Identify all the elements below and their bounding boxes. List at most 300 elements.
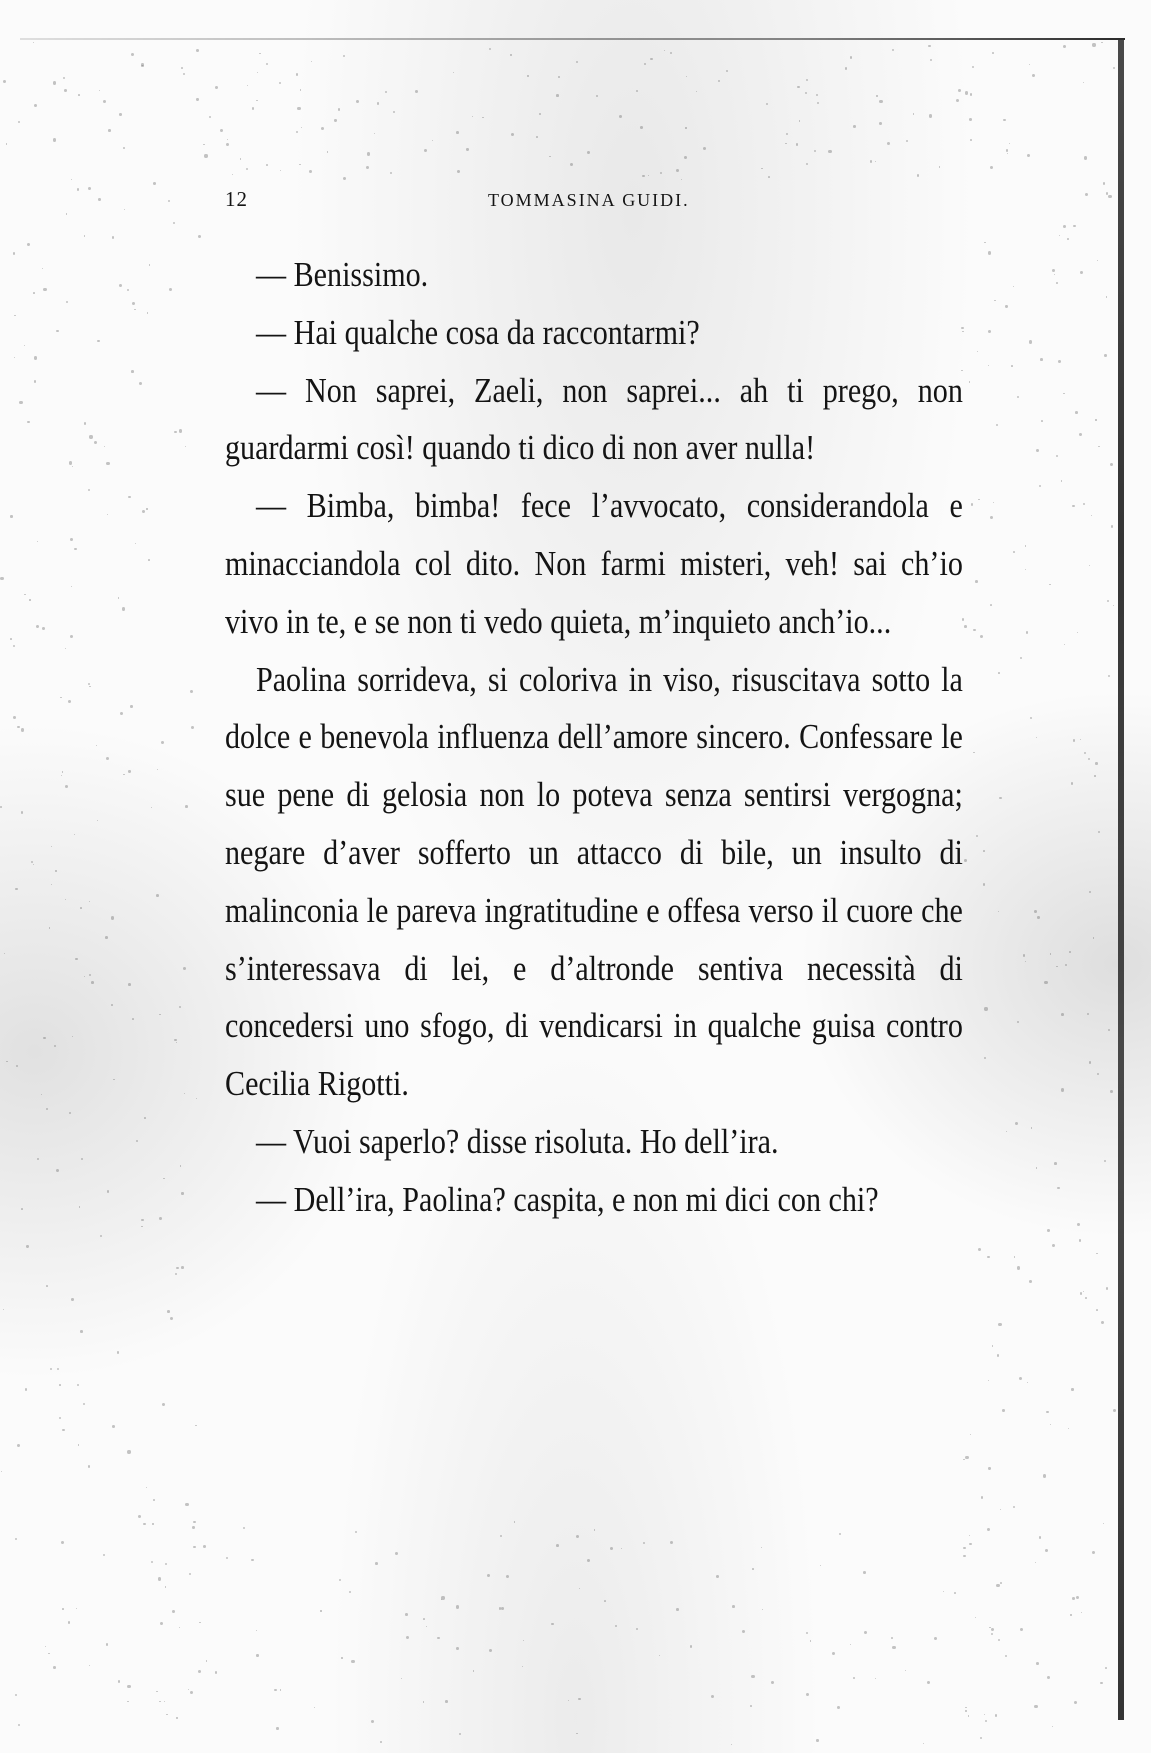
scan-speckle <box>732 1605 735 1608</box>
scan-speckle <box>523 1640 524 1641</box>
scan-speckle <box>65 648 66 649</box>
scan-speckle <box>71 1298 74 1301</box>
scan-speckle <box>578 1698 580 1700</box>
scan-speckle <box>103 1554 105 1556</box>
scan-speckle <box>71 586 73 588</box>
scan-speckle <box>1113 1409 1116 1412</box>
scan-speckle <box>1061 1013 1064 1016</box>
scan-speckle <box>371 1720 374 1723</box>
scan-speckle <box>132 1018 134 1020</box>
scan-speckle <box>179 1006 181 1008</box>
scan-speckle <box>80 907 82 909</box>
scan-speckle <box>1073 739 1075 741</box>
scan-speckle <box>1006 149 1008 151</box>
scan-speckle <box>94 441 97 444</box>
scan-speckle <box>998 1323 1001 1326</box>
scan-speckle <box>970 1434 971 1435</box>
scan-speckle <box>853 1677 855 1679</box>
scan-speckle <box>965 1707 966 1708</box>
scan-speckle <box>1045 1549 1048 1552</box>
scan-speckle <box>74 548 77 551</box>
scan-speckle <box>42 627 45 630</box>
scan-speckle <box>117 1351 120 1354</box>
scan-speckle <box>24 345 25 346</box>
scan-speckle <box>196 49 199 52</box>
scan-speckle <box>156 1691 158 1693</box>
scan-speckle <box>243 1527 245 1529</box>
scan-speckle <box>1061 480 1062 481</box>
scan-speckle <box>621 1548 622 1549</box>
scan-speckle <box>84 235 85 236</box>
scan-speckle <box>527 75 528 76</box>
scan-speckle <box>77 188 80 191</box>
scan-speckle <box>977 351 978 352</box>
scan-speckle <box>172 1610 175 1613</box>
running-title: TOMMASINA GUIDI. <box>488 190 690 210</box>
scan-speckle <box>185 805 188 808</box>
scan-speckle <box>969 381 970 382</box>
scan-speckle <box>615 1625 617 1627</box>
scan-speckle <box>266 63 269 66</box>
scan-speckle <box>991 1633 993 1635</box>
scan-speckle <box>1019 1377 1022 1380</box>
scan-speckle <box>998 1639 1001 1642</box>
scan-speckle <box>341 1657 342 1658</box>
scan-speckle <box>992 1345 993 1346</box>
scan-speckle <box>0 577 3 580</box>
scan-speckle <box>1097 260 1098 261</box>
scan-speckle <box>61 1541 64 1544</box>
scan-speckle <box>136 1140 138 1142</box>
scan-speckle <box>992 52 994 54</box>
scan-speckle <box>183 73 185 75</box>
scan-speckle <box>832 1652 835 1655</box>
scan-speckle <box>965 1710 966 1711</box>
scan-speckle <box>943 1591 944 1592</box>
scan-speckle <box>53 81 56 84</box>
scan-speckle <box>227 139 229 141</box>
scan-speckle <box>1036 737 1037 738</box>
scan-speckle <box>1017 396 1019 398</box>
scan-speckle <box>1084 156 1087 159</box>
scan-speckle <box>1113 67 1115 69</box>
scan-speckle <box>988 330 991 333</box>
scan-speckle <box>183 967 186 970</box>
scan-speckle <box>536 136 538 138</box>
scan-binding-edge <box>1118 40 1124 1720</box>
scan-speckle <box>266 164 268 166</box>
scan-speckle <box>107 514 108 515</box>
scan-speckle <box>1000 1582 1002 1584</box>
scan-speckle <box>1064 644 1065 645</box>
scan-speckle <box>127 1450 130 1453</box>
scan-speckle <box>1036 449 1039 452</box>
scan-speckle <box>1041 420 1043 422</box>
scan-speckle <box>375 1562 378 1565</box>
scan-speckle <box>816 1739 818 1741</box>
scan-speckle <box>21 728 24 731</box>
scan-speckle <box>88 1465 90 1467</box>
scan-speckle <box>349 1591 351 1593</box>
scan-speckle <box>853 125 856 128</box>
scan-speckle <box>158 1577 161 1580</box>
scan-speckle <box>594 1529 595 1530</box>
scan-speckle <box>97 340 99 342</box>
scan-speckle <box>988 365 989 366</box>
scan-speckle <box>142 510 145 513</box>
scan-speckle <box>29 599 30 600</box>
scan-speckle <box>167 1310 170 1313</box>
scan-speckle <box>206 1660 207 1661</box>
scan-speckle <box>988 1380 989 1381</box>
scan-speckle <box>301 127 302 128</box>
scan-speckle <box>1110 1090 1113 1093</box>
scan-speckle <box>1031 1127 1033 1129</box>
scan-speckle <box>80 1330 83 1333</box>
scan-speckle <box>1020 1628 1023 1631</box>
scan-speckle <box>742 1630 745 1633</box>
scan-speckle <box>27 421 30 424</box>
scan-speckle <box>14 315 15 316</box>
scan-speckle <box>642 175 644 177</box>
scan-speckle <box>21 1208 23 1210</box>
scan-speckle <box>1106 296 1108 298</box>
scan-speckle <box>149 264 151 266</box>
scan-speckle <box>10 515 12 517</box>
scan-speckle <box>987 1528 990 1531</box>
scan-speckle <box>107 1190 109 1192</box>
scan-speckle <box>259 53 261 55</box>
scan-speckle <box>175 1273 177 1275</box>
scan-speckle <box>1030 717 1032 719</box>
scan-speckle <box>13 645 15 647</box>
scan-speckle <box>251 1559 253 1561</box>
scan-speckle <box>965 1456 968 1459</box>
scan-speckle <box>1091 515 1092 516</box>
scan-speckle <box>1083 82 1084 83</box>
scan-speckle <box>1083 503 1085 505</box>
scan-speckle <box>1014 1256 1015 1257</box>
scan-speckle <box>13 252 15 254</box>
scan-speckle <box>122 607 125 610</box>
scan-speckle <box>660 172 662 174</box>
scan-speckle <box>1072 1597 1075 1600</box>
scan-speckle <box>100 1235 102 1237</box>
scan-speckle <box>987 1256 990 1259</box>
scan-speckle <box>963 1459 965 1461</box>
scan-speckle <box>18 1724 20 1726</box>
scan-speckle <box>676 169 679 172</box>
scan-speckle <box>423 1701 425 1703</box>
scan-speckle <box>19 401 22 404</box>
scan-speckle <box>68 1621 71 1624</box>
scan-speckle <box>456 131 459 134</box>
scan-speckle <box>432 140 433 141</box>
scan-speckle <box>59 1384 61 1386</box>
scan-speckle <box>163 1178 164 1179</box>
scan-speckle <box>276 1727 278 1729</box>
scan-speckle <box>863 1571 866 1574</box>
scan-speckle <box>1079 1239 1081 1241</box>
scan-speckle <box>1049 584 1051 586</box>
scan-speckle <box>160 1622 163 1625</box>
scan-speckle <box>1108 1029 1110 1031</box>
scan-speckle <box>817 102 819 104</box>
scan-speckle <box>198 235 201 238</box>
scan-speckle <box>31 861 33 863</box>
scan-speckle <box>112 1425 115 1428</box>
scan-speckle <box>650 58 652 60</box>
scan-speckle <box>71 179 72 180</box>
scan-speckle <box>887 142 890 145</box>
scan-speckle <box>989 1627 991 1629</box>
scan-speckle <box>991 1628 994 1631</box>
scan-speckle <box>33 864 34 865</box>
body-text <box>225 246 963 1229</box>
scan-speckle <box>355 1531 357 1533</box>
scan-speckle <box>49 927 51 929</box>
scan-speckle <box>1025 545 1027 547</box>
scan-speckle <box>1095 762 1098 765</box>
scan-speckle <box>875 1678 876 1679</box>
scan-speckle <box>1108 675 1110 677</box>
scan-speckle <box>185 1503 188 1506</box>
paragraph-7: — Dell’ira, Paolina? caspita, e non mi dici con chi? <box>255 1179 879 1219</box>
scan-speckle <box>686 76 687 77</box>
paragraph-6: — Vuoi saperlo? disse risoluta. Ho dell’ira. <box>255 1121 779 1161</box>
scan-speckle <box>879 100 882 103</box>
scan-speckle <box>962 618 964 620</box>
scan-speckle <box>820 1565 821 1566</box>
scan-speckle <box>459 1733 461 1735</box>
scan-speckle <box>111 1004 113 1006</box>
scan-speckle <box>185 446 186 447</box>
scan-speckle <box>181 1266 184 1269</box>
scan-speckle <box>1050 1424 1051 1425</box>
scan-speckle <box>151 1561 154 1564</box>
scan-speckle <box>377 102 380 105</box>
scan-speckle <box>1013 1506 1015 1508</box>
scan-speckle <box>190 690 193 693</box>
scan-speckle <box>1052 1726 1054 1728</box>
scan-speckle <box>123 774 125 776</box>
scan-speckle <box>828 150 831 153</box>
scan-speckle <box>144 1117 146 1119</box>
scan-speckle <box>257 72 258 73</box>
scan-speckle <box>500 1535 503 1538</box>
scan-speckle <box>969 1543 972 1546</box>
scan-speckle <box>72 1036 73 1037</box>
scan-speckle <box>1077 1223 1080 1226</box>
scan-speckle <box>1039 1536 1042 1539</box>
scan-speckle <box>69 1112 71 1114</box>
scan-speckle <box>1063 393 1064 394</box>
scan-speckle <box>112 236 114 238</box>
scan-speckle <box>984 242 985 243</box>
scan-speckle <box>198 1670 201 1673</box>
scan-speckle <box>390 172 392 174</box>
scan-speckle <box>1096 1253 1098 1255</box>
scan-speckle <box>956 99 959 102</box>
scan-speckle <box>1054 274 1055 275</box>
scan-speckle <box>161 741 164 744</box>
scan-speckle <box>334 119 336 121</box>
scan-speckle <box>1076 1596 1079 1599</box>
scan-speckle <box>51 846 52 847</box>
scan-speckle <box>619 115 622 118</box>
scan-speckle <box>969 1535 970 1536</box>
page-number: 12 <box>225 187 248 211</box>
scan-speckle <box>587 1559 590 1562</box>
scan-speckle <box>939 166 941 168</box>
scan-speckle <box>1063 45 1066 48</box>
scan-speckle <box>999 797 1002 800</box>
scan-speckle <box>964 625 967 628</box>
scan-speckle <box>1087 1013 1089 1015</box>
scan-speckle <box>1101 1321 1104 1324</box>
scan-speckle <box>164 1701 165 1702</box>
scan-speckle <box>68 700 71 703</box>
scan-speckle <box>1025 569 1026 570</box>
scan-speckle <box>1110 463 1113 466</box>
scan-speckle <box>165 1563 167 1565</box>
scan-speckle <box>147 312 148 313</box>
scan-speckle <box>990 516 993 519</box>
scan-speckle <box>176 1042 177 1043</box>
scan-speckle <box>1046 1411 1048 1413</box>
scan-speckle <box>1029 64 1030 65</box>
scan-speckle <box>1074 1701 1077 1704</box>
scan-speckle <box>108 129 111 132</box>
scan-speckle <box>1080 271 1083 274</box>
scan-speckle <box>522 1666 523 1667</box>
scan-speckle <box>988 251 991 254</box>
scan-speckle <box>441 1596 444 1599</box>
scan-speckle <box>97 820 98 821</box>
scan-speckle <box>1067 238 1069 240</box>
scan-speckle <box>103 100 106 103</box>
scan-speckle <box>975 580 978 583</box>
scan-speckle <box>664 50 665 51</box>
scan-speckle <box>280 170 282 172</box>
scan-speckle <box>25 1388 27 1390</box>
scan-speckle <box>676 1608 679 1611</box>
scan-speckle <box>57 1368 59 1370</box>
scan-speckle <box>72 466 73 467</box>
scan-speckle <box>1027 154 1030 157</box>
scan-speckle <box>875 161 876 162</box>
scan-speckle <box>640 126 643 129</box>
scan-speckle <box>1071 1388 1073 1390</box>
scan-speckle <box>1097 1073 1099 1075</box>
scan-speckle <box>220 129 223 132</box>
scan-speckle <box>118 597 119 598</box>
scan-speckle <box>1005 305 1007 307</box>
scan-speckle <box>969 118 972 121</box>
scan-speckle <box>514 1521 516 1523</box>
scan-speckle <box>579 1588 580 1589</box>
scan-speckle <box>1026 631 1029 634</box>
scan-speckle <box>1098 446 1099 447</box>
scan-speckle <box>84 976 85 977</box>
scan-speckle <box>1103 1523 1104 1524</box>
scan-speckle <box>570 163 573 166</box>
scan-speckle <box>226 1557 228 1559</box>
scan-speckle <box>997 1354 1000 1357</box>
scan-speckle <box>60 697 62 699</box>
scan-speckle <box>1106 1287 1108 1289</box>
scan-speckle <box>1040 358 1043 361</box>
scan-speckle <box>973 629 976 632</box>
scan-speckle <box>892 49 894 51</box>
scan-speckle <box>905 1670 906 1671</box>
scan-speckle <box>4 953 5 954</box>
paragraph-5: Paolina sorrideva, si coloriva in viso, risuscitava sotto la dolce e benevola influenza dell’amore sincero. Confessare le sue pene di gelosia non lo poteva senza sentirsi vergogna; negare d’aver sofferto un attacco di bile, un insulto di malinconia le pareva ingratitudine e offesa verso il cuore che s’interessava di lei, e d’altronde sentiva necessità di concedersi uno sfogo, di vendicarsi in qualche guisa contro Cecilia Rigotti. <box>225 659 963 1104</box>
scan-speckle <box>54 1045 56 1047</box>
scan-speckle <box>1104 354 1107 357</box>
scan-speckle <box>14 357 15 358</box>
scan-speckle <box>174 1039 176 1041</box>
scan-speckle <box>170 1317 173 1320</box>
scan-speckle <box>1092 1551 1095 1554</box>
scan-speckle <box>1075 411 1078 414</box>
running-head <box>225 187 985 219</box>
scan-speckle <box>1101 42 1103 44</box>
scan-speckle <box>190 1691 193 1694</box>
scan-speckle <box>636 1628 638 1630</box>
scan-speckle <box>299 164 301 166</box>
scan-speckle <box>796 143 798 145</box>
scan-speckle <box>445 1700 448 1703</box>
scan-speckle <box>3 80 6 83</box>
scan-speckle <box>148 559 150 561</box>
scan-speckle <box>437 1637 439 1639</box>
scan-speckle <box>33 42 34 43</box>
scan-speckle <box>17 726 20 729</box>
scan-speckle <box>62 1429 64 1431</box>
scan-speckle <box>45 1646 46 1647</box>
scan-speckle <box>16 1065 18 1067</box>
scan-speckle <box>684 156 687 159</box>
scan-speckle <box>89 974 91 976</box>
scan-speckle <box>456 1647 459 1650</box>
scan-speckle <box>118 1680 121 1683</box>
scan-speckle <box>472 116 473 117</box>
scan-speckle <box>1111 525 1113 527</box>
scan-speckle <box>1043 1474 1046 1477</box>
scan-speckle <box>297 107 300 110</box>
scan-speckle <box>88 489 90 491</box>
paragraph-3: — Non saprei, Zaeli, non saprei... ah ti prego, non guardarmi così! quando ti dico di non aver nulla! <box>225 370 963 468</box>
scan-speckle <box>15 1694 17 1696</box>
scan-speckle <box>179 429 182 432</box>
scan-speckle <box>996 424 998 426</box>
scan-speckle <box>906 140 908 142</box>
scan-speckle <box>296 131 298 133</box>
scan-speckle <box>891 1637 893 1639</box>
scan-speckle <box>806 1632 808 1634</box>
scan-speckle <box>489 1649 492 1652</box>
scan-speckle <box>506 1575 509 1578</box>
scan-speckle <box>1000 1509 1001 1510</box>
scan-speckle <box>75 958 77 960</box>
scan-speckle <box>120 712 123 715</box>
scan-speckle <box>15 888 18 891</box>
scan-speckle <box>670 1541 673 1544</box>
scan-speckle <box>132 302 135 305</box>
scan-speckle <box>726 70 728 72</box>
scan-speckle <box>879 122 882 125</box>
